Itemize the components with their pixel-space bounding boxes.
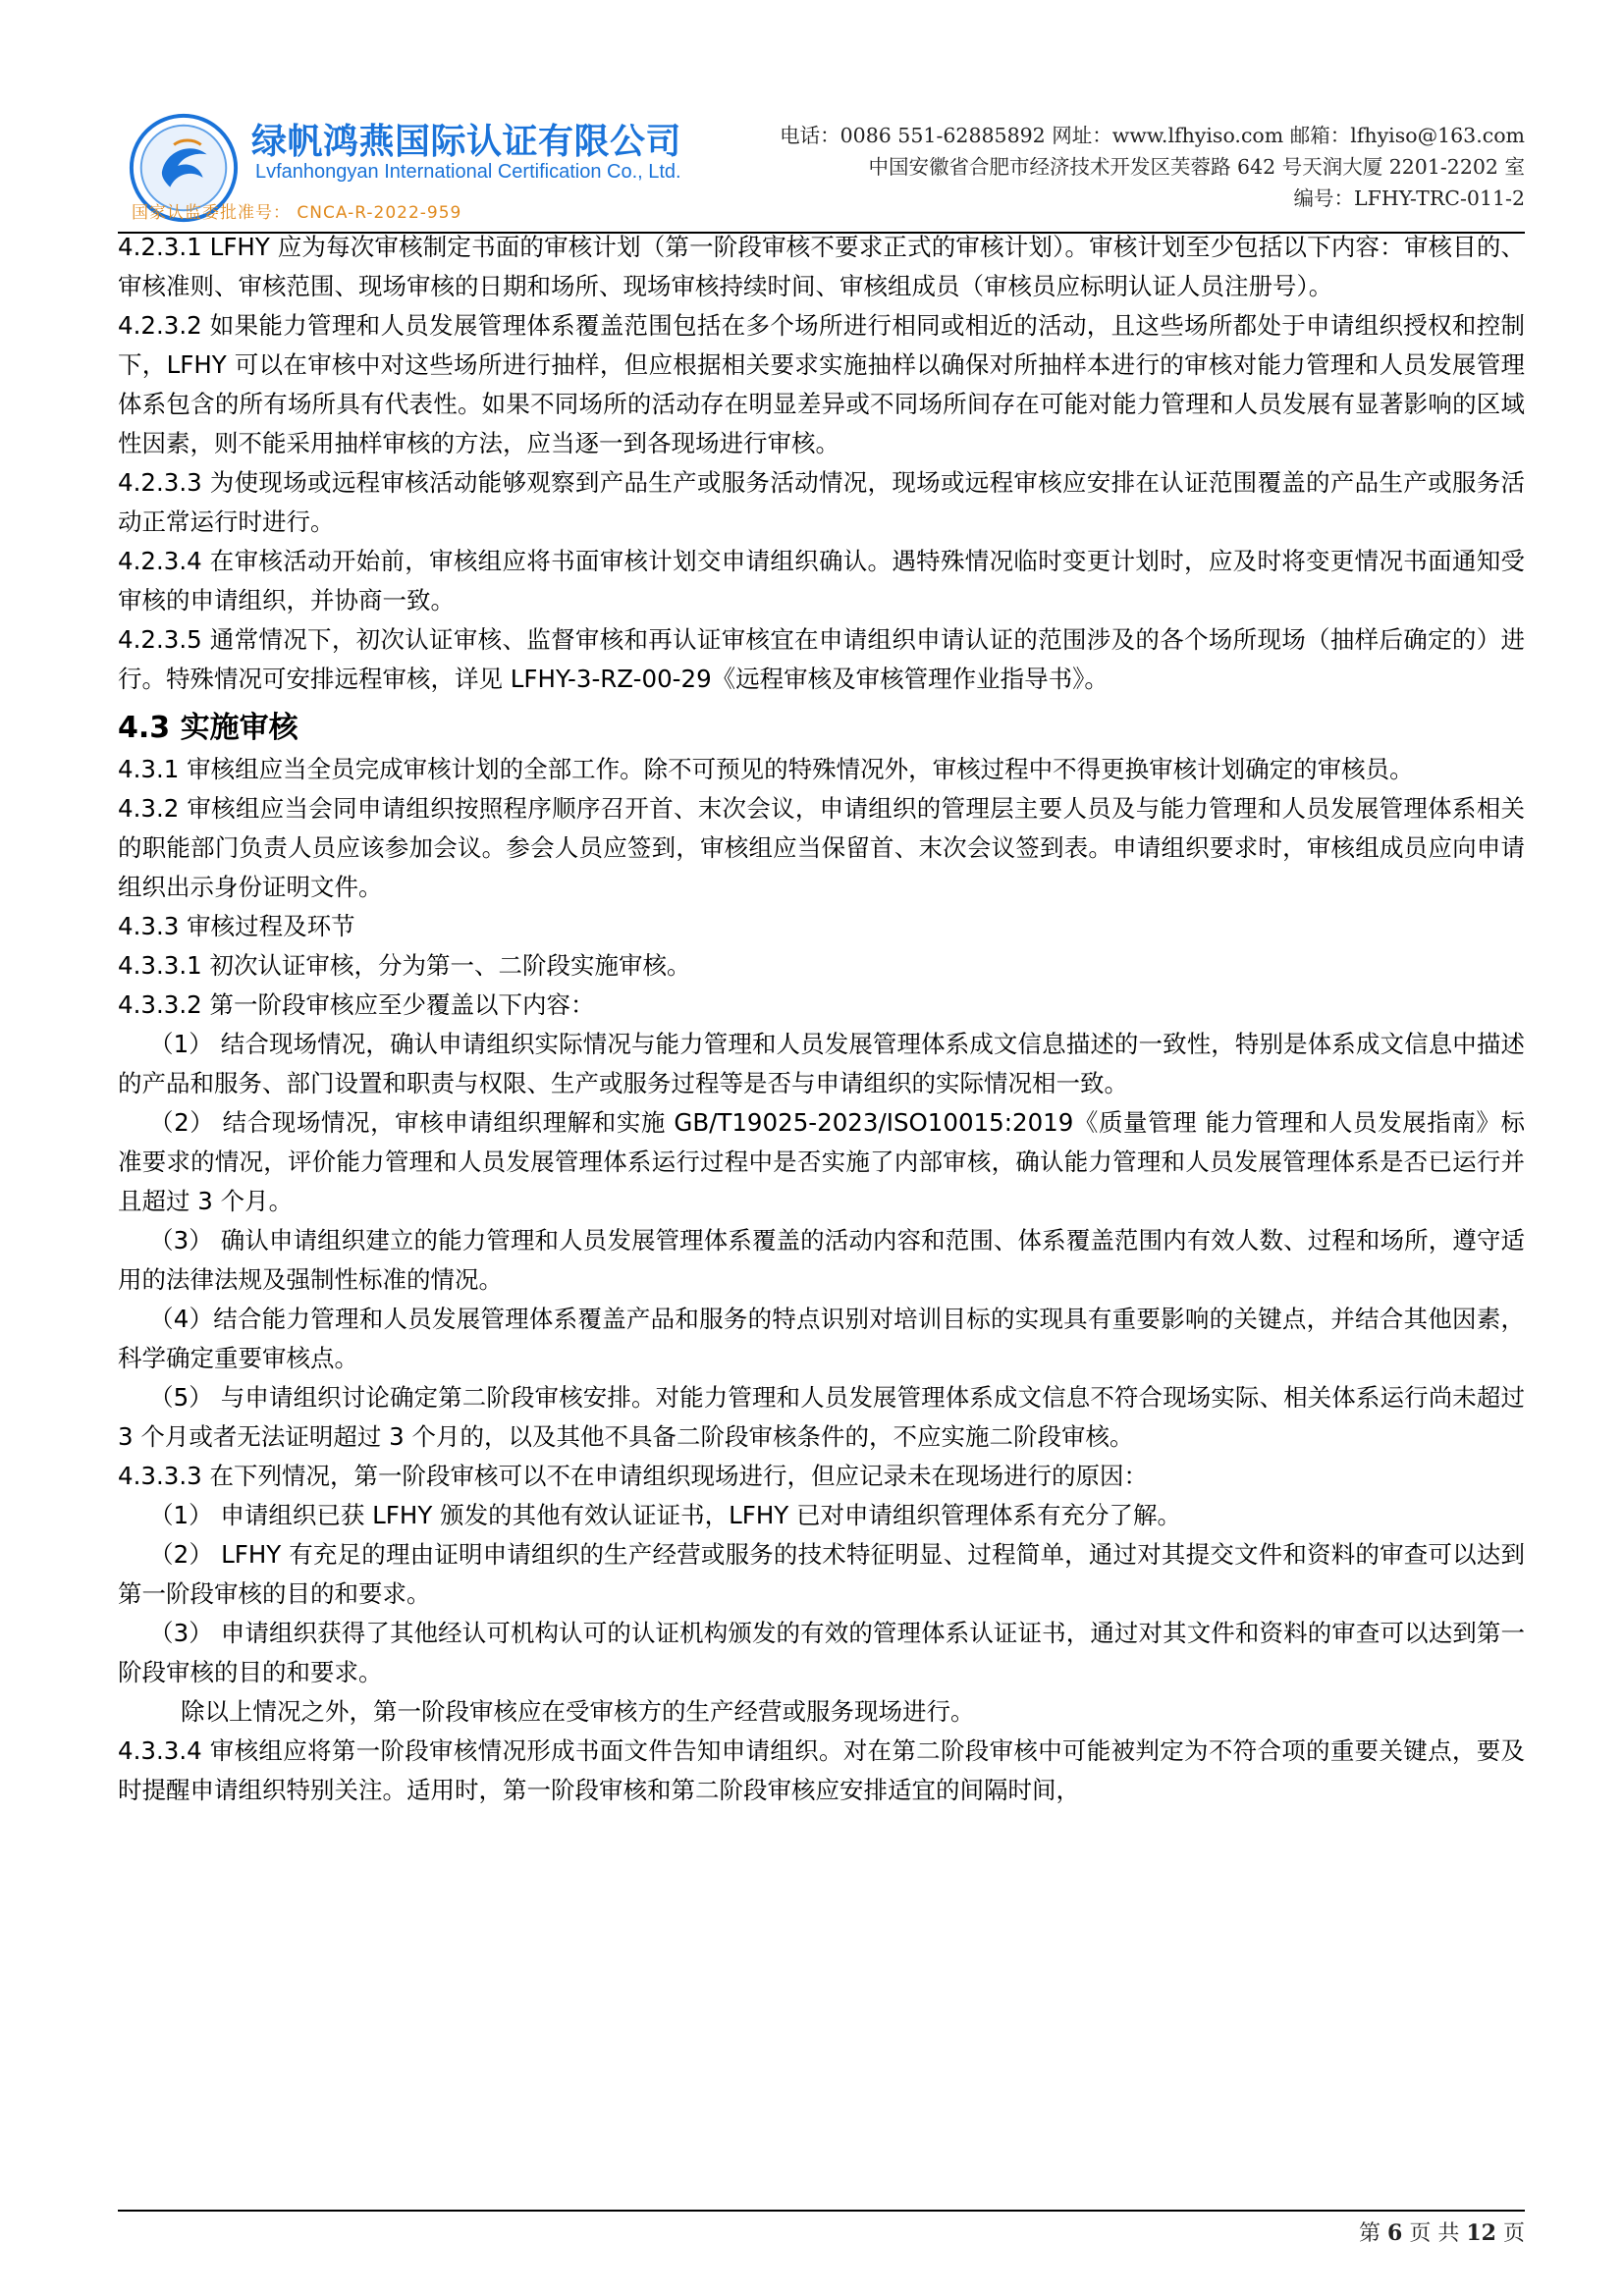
document-body [118, 228, 1525, 1810]
paragraph-4-3-1: 4.3.1 审核组应当全员完成审核计划的全部工作。除不可预见的特殊情况外，审核过程中不得更换审核计划确定的审核员。 [118, 755, 1414, 783]
footer-middle: 页 共 [1409, 2221, 1460, 2246]
page-footer [1359, 2216, 1525, 2247]
paragraph-4-3-2: 4.3.2 审核组应当会同申请组织按照程序顺序召开首、末次会议，申请组织的管理层主要人员及与能力管理和人员发展管理体系相关的职能部门负责人员应该参加会议。参会人员应签到，审核组应当保留首、末次会议签到表。申请组织要求时，审核组成员应向申请组织出示身份证明文件。 [118, 794, 1525, 901]
list-item-offsite-2: （2） LFHY 有充足的理由证明申请组织的生产经营或服务的技术特征明显、过程简单，通过对其提交文件和资料的审查可以达到第一阶段审核的目的和要求。 [118, 1540, 1525, 1608]
contact-block [780, 120, 1525, 214]
page-number: 6 [1387, 2220, 1403, 2246]
list-item-stage1-5: （5） 与申请组织讨论确定第二阶段审核安排。对能力管理和人员发展管理体系成文信息不符合现场实际、相关体系运行尚未超过 3 个月或者无法证明超过 3 个月的，以及其他不具备二阶段审核条件的，不应实施二阶段审核。 [118, 1383, 1525, 1451]
list-item-stage1-2: （2） 结合现场情况，审核申请组织理解和实施 GB/T19025-2023/ISO10015:2019《质量管理 能力管理和人员发展指南》标准要求的情况，评价能力管理和人员发展管理体系运行过程中是否实施了内部审核，确认能力管理和人员发展管理体系是否已运行并且超过 3 个月。 [118, 1108, 1525, 1215]
paragraph-4-2-3-1: 4.2.3.1 LFHY 应为每次审核制定书面的审核计划（第一阶段审核不要求正式的审核计划）。审核计划至少包括以下内容：审核目的、审核准则、审核范围、现场审核的日期和场所、现场审核持续时间、审核组成员（审核员应标明认证人员注册号）。 [118, 233, 1525, 300]
contact-line: 电话：0086 551-62885892 网址：www.lfhyiso.com 邮箱：lfhyiso@163.com [780, 124, 1525, 147]
section-heading-4-3: 4.3 实施审核 [118, 711, 298, 745]
approval-number: 国家认监委批准号： CNCA-R-2022-959 [132, 203, 462, 223]
paragraph-4-2-3-5: 4.2.3.5 通常情况下，初次认证审核、监督审核和再认证审核宜在申请组织申请认证的范围涉及的各个场所现场（抽样后确定的）进行。特殊情况可安排远程审核，详见 LFHY-3-RZ-00-29《远程审核及审核管理作业指导书》。 [118, 625, 1525, 693]
company-name-cn: 绿帆鸿燕国际认证有限公司 [251, 122, 682, 162]
address-line: 中国安徽省合肥市经济技术开发区芙蓉路 642 号天润大厦 2201-2202 室 [868, 155, 1525, 179]
footer-suffix: 页 [1502, 2221, 1525, 2246]
paragraph-4-3-3-3: 4.3.3.3 在下列情况，第一阶段审核可以不在申请组织现场进行，但应记录未在现场进行的原因： [118, 1462, 1148, 1490]
doc-number: 编号：LFHY-TRC-011-2 [1293, 187, 1525, 210]
paragraph-4-3-3: 4.3.3 审核过程及环节 [118, 912, 355, 940]
list-item-stage1-1: （1） 结合现场情况，确认申请组织实际情况与能力管理和人员发展管理体系成文信息描述的一致性，特别是体系成文信息中描述的产品和服务、部门设置和职责与权限、生产或服务过程等是否与申请组织的实际情况相一致。 [118, 1030, 1525, 1097]
paragraph-4-2-3-3: 4.2.3.3 为使现场或远程审核活动能够观察到产品生产或服务活动情况，现场或远程审核应安排在认证范围覆盖的产品生产或服务活动正常运行时进行。 [118, 468, 1525, 536]
footer-prefix: 第 [1359, 2221, 1381, 2246]
list-item-stage1-4: （4）结合能力管理和人员发展管理体系覆盖产品和服务的特点识别对培训目标的实现具有重要影响的关键点，并结合其他因素，科学确定重要审核点。 [118, 1305, 1525, 1372]
paragraph-offsite-note: 除以上情况之外，第一阶段审核应在受审核方的生产经营或服务现场进行。 [181, 1697, 975, 1726]
list-item-stage1-3: （3） 确认申请组织建立的能力管理和人员发展管理体系覆盖的活动内容和范围、体系覆盖范围内有效人数、过程和场所，遵守适用的法律法规及强制性标准的情况。 [118, 1226, 1525, 1294]
page-total: 12 [1466, 2220, 1496, 2246]
list-item-offsite-1: （1） 申请组织已获 LFHY 颁发的其他有效认证证书，LFHY 已对申请组织管理体系有充分了解。 [149, 1501, 1181, 1529]
paragraph-4-3-3-2: 4.3.3.2 第一阶段审核应至少覆盖以下内容： [118, 990, 595, 1019]
footer-divider [118, 2210, 1525, 2212]
paragraph-4-3-3-1: 4.3.3.1 初次认证审核，分为第一、二阶段实施审核。 [118, 951, 691, 980]
paragraph-4-2-3-2: 4.2.3.2 如果能力管理和人员发展管理体系覆盖范围包括在多个场所进行相同或相近的活动，且这些场所都处于申请组织授权和控制下，LFHY 可以在审核中对这些场所进行抽样，但应根据相关要求实施抽样以确保对所抽样本进行的审核对能力管理和人员发展管理体系包含的所有场所具有代表性。如果不同场所的活动存在明显差异或不同场所间存在可能对能力管理和人员发展有显著影响的区域性因素，则不能采用抽样审核的方法，应当逐一到各现场进行审核。 [118, 311, 1525, 457]
paragraph-4-3-3-4: 4.3.3.4 审核组应将第一阶段审核情况形成书面文件告知申请组织。对在第二阶段审核中可能被判定为不符合项的重要关键点，要及时提醒申请组织特别关注。适用时，第一阶段审核和第二阶段审核应安排适宜的间隔时间， [118, 1736, 1525, 1804]
paragraph-4-2-3-4: 4.2.3.4 在审核活动开始前，审核组应将书面审核计划交申请组织确认。遇特殊情况临时变更计划时，应及时将变更情况书面通知受审核的申请组织，并协商一致。 [118, 547, 1525, 614]
company-name-en: Lvfanhongyan International Certification Co., Ltd. [255, 161, 681, 183]
page-header [118, 110, 1525, 226]
list-item-offsite-3: （3） 申请组织获得了其他经认可机构认可的认证机构颁发的有效的管理体系认证证书，通过对其文件和资料的审查可以达到第一阶段审核的目的和要求。 [118, 1619, 1525, 1686]
